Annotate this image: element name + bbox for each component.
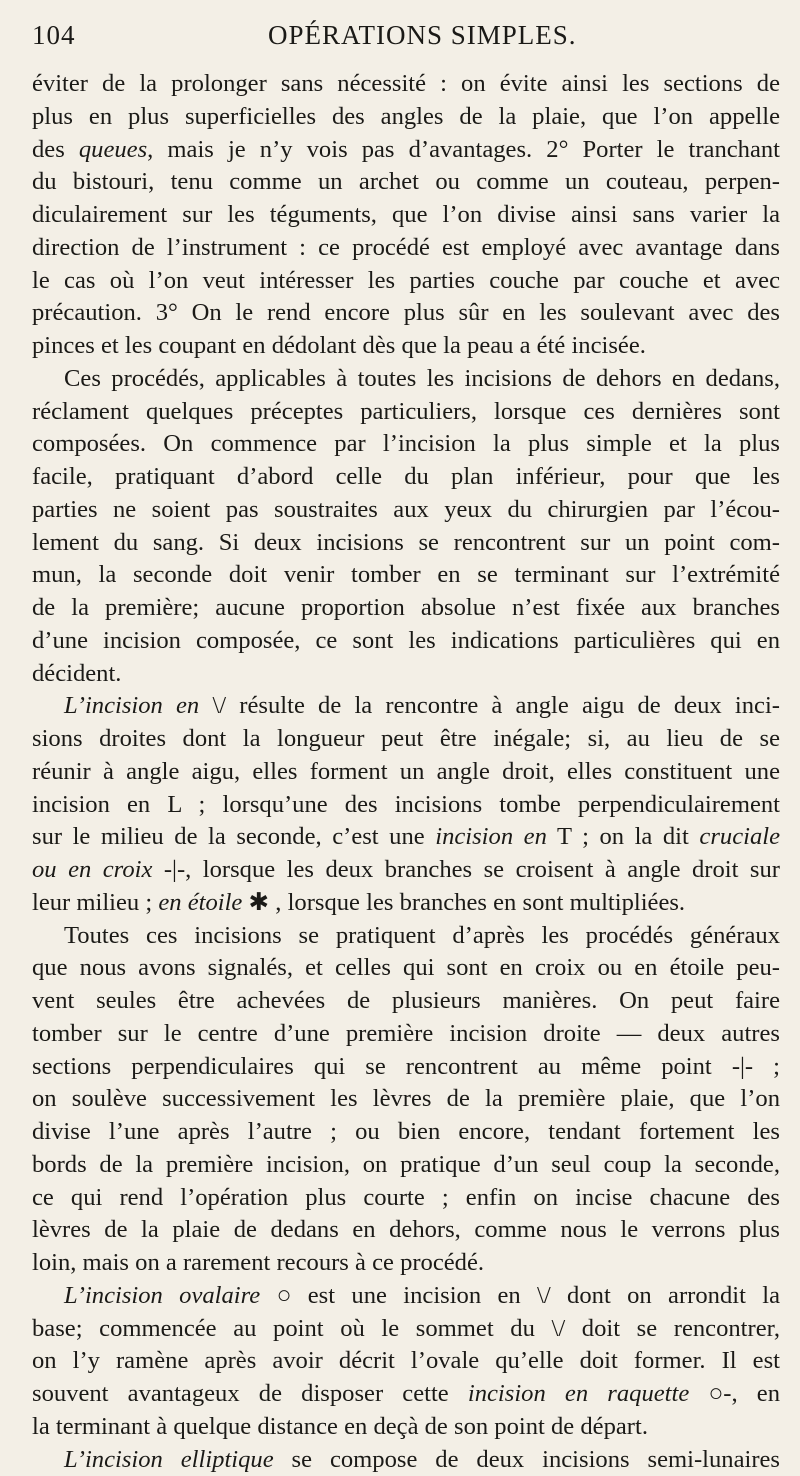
text-line [32, 985, 780, 1018]
text-run: précaution. 3° On le rend encore plus sûr en les soulevant avec des [32, 299, 780, 326]
text-line [32, 1345, 780, 1378]
text-line [32, 1378, 780, 1411]
text-run: plus en plus superficielles des angles de la plaie, que l’on appelle [32, 103, 780, 130]
italic-run: L’incision ovalaire [64, 1282, 260, 1309]
text-run: se compose de deux incisions semi-lunaires [274, 1446, 780, 1473]
text-line [32, 232, 780, 265]
text-line [32, 101, 780, 134]
text-run: Ces procédés, applicables à toutes les incisions de dehors en dedans, [64, 365, 780, 392]
text-run: doit se rencontrer, [565, 1315, 780, 1342]
text-run: d’une incision composée, ce sont les indications particulières qui en [32, 627, 780, 654]
text-line [32, 625, 780, 658]
text-run: réunir à angle aigu, elles forment un angle droit, elles constituent une [32, 758, 780, 785]
text-run: réclament quelques préceptes particuliers, lorsque ces dernières sont [32, 398, 780, 425]
incision-symbol: \/ [552, 1313, 566, 1346]
text-line [32, 1411, 780, 1444]
text-line [32, 1083, 780, 1116]
incision-symbol: \/ [212, 690, 226, 723]
text-run: parties ne soient pas soustraites aux yeux du chirurgien par l’écou- [32, 496, 780, 523]
incision-symbol: -|- [732, 1051, 753, 1084]
text-line [32, 854, 780, 887]
text-run [260, 1282, 276, 1309]
text-run: tomber sur le centre d’une première incision droite — deux autres [32, 1020, 780, 1047]
text-line [32, 920, 780, 953]
text-run [689, 1380, 708, 1407]
text-run: éviter de la prolonger sans nécessité : on évite ainsi les sections de [32, 70, 780, 97]
text-run: composées. On commence par l’incision la plus simple et la plus [32, 430, 780, 457]
italic-run: queues [79, 136, 147, 163]
text-run: sections perpendiculaires qui se rencontrent au même point [32, 1053, 732, 1080]
text-line [32, 1051, 780, 1084]
text-line [32, 68, 780, 101]
text-line [32, 952, 780, 985]
text-run: on l’y ramène après avoir décrit l’ovale qu’elle doit former. Il est [32, 1347, 780, 1374]
text-line [32, 166, 780, 199]
text-run: , en [731, 1380, 780, 1407]
text-line [32, 756, 780, 789]
text-run: pinces et les coupant en dédolant dès que la peau a été incisée. [32, 332, 646, 359]
text-run: dont on arrondit la [551, 1282, 780, 1309]
text-line [32, 1444, 780, 1476]
text-run: bords de la première incision, on pratique d’un seul coup la seconde, [32, 1151, 780, 1178]
text-run [152, 856, 163, 883]
text-run: facile, pratiquant d’abord celle du plan inférieur, pour que les [32, 463, 780, 490]
incision-symbol: ○- [708, 1378, 731, 1411]
incision-symbol: ○ [277, 1280, 292, 1313]
text-run: sur le milieu de la seconde, c’est une [32, 823, 435, 850]
text-run: ; [753, 1053, 780, 1080]
text-line [32, 1247, 780, 1280]
text-line [32, 690, 780, 723]
text-line [32, 887, 780, 920]
text-run: incision en L ; lorsqu’une des incisions tombe perpendiculairement [32, 791, 780, 818]
italic-run: L’incision en [64, 692, 199, 719]
text-line [32, 658, 780, 691]
text-line [32, 363, 780, 396]
text-run: , lorsque les branches en sont multipliées. [269, 889, 685, 916]
text-run: , lorsque les deux branches se croisent à angle droit sur [185, 856, 780, 883]
text-run: sions droites dont la longueur peut être inégale; si, au lieu de se [32, 725, 780, 752]
text-run: leur milieu ; [32, 889, 158, 916]
running-title: OPÉRATIONS SIMPLES. [268, 20, 577, 51]
text-line [32, 461, 780, 494]
text-run: la terminant à quelque distance en deçà de son point de départ. [32, 1413, 648, 1440]
italic-run: ou en croix [32, 856, 152, 883]
text-line [32, 265, 780, 298]
text-line [32, 297, 780, 330]
text-line [32, 199, 780, 232]
text-line [32, 527, 780, 560]
text-run: Toutes ces incisions se pratiquent d’après les procédés généraux [64, 922, 780, 949]
text-run: on soulève successivement les lèvres de la première plaie, que l’on [32, 1085, 780, 1112]
text-line [32, 494, 780, 527]
text-run: direction de l’instrument : ce procédé est employé avec avantage dans [32, 234, 780, 261]
italic-run: L’incision elliptique [64, 1446, 274, 1473]
incision-symbol: ✱ [249, 887, 270, 920]
text-run: de la première; aucune proportion absolue n’est fixée aux branches [32, 594, 780, 621]
text-line [32, 1313, 780, 1346]
italic-run: cruciale [699, 823, 780, 850]
text-run: diculairement sur les téguments, que l’on divise ainsi sans varier la [32, 201, 780, 228]
text-line [32, 1280, 780, 1313]
text-run: résulte de la rencontre à angle aigu de deux inci- [226, 692, 780, 719]
text-line [32, 1116, 780, 1149]
text-run: décident. [32, 660, 121, 687]
text-line [32, 723, 780, 756]
text-run: souvent avantageux de disposer cette [32, 1380, 468, 1407]
text-run: du bistouri, tenu comme un archet ou comme un couteau, perpen- [32, 168, 780, 195]
text-line [32, 1018, 780, 1051]
text-line [32, 134, 780, 167]
text-line [32, 396, 780, 429]
text-line [32, 1182, 780, 1215]
text-line [32, 559, 780, 592]
text-line [32, 428, 780, 461]
text-run: est une incision en [291, 1282, 537, 1309]
page-number: 104 [32, 20, 76, 51]
text-run: loin, mais on a rarement recours à ce procédé. [32, 1249, 484, 1276]
italic-run: incision en raquette [468, 1380, 689, 1407]
text-run: mun, la seconde doit venir tomber en se terminant sur l’extrémité [32, 561, 780, 588]
incision-symbol: -|- [164, 854, 185, 887]
text-run: T ; on la dit [547, 823, 700, 850]
italic-run: en étoile [158, 889, 242, 916]
text-run: le cas où l’on veut intéresser les parties couche par couche et avec [32, 267, 780, 294]
body-text [32, 68, 780, 1476]
italic-run: incision en [435, 823, 547, 850]
text-line [32, 1149, 780, 1182]
incision-symbol: \/ [537, 1280, 551, 1313]
text-run: lèvres de la plaie de dedans en dehors, comme nous le verrons plus [32, 1216, 780, 1243]
text-run: que nous avons signalés, et celles qui sont en croix ou en étoile peu- [32, 954, 780, 981]
text-line [32, 789, 780, 822]
text-run: lement du sang. Si deux incisions se rencontrent sur un point com- [32, 529, 780, 556]
text-line [32, 330, 780, 363]
text-run: ce qui rend l’opération plus courte ; enfin on incise chacune des [32, 1184, 780, 1211]
text-run: vent seules être achevées de plusieurs manières. On peut faire [32, 987, 780, 1014]
text-run: divise l’une après l’autre ; ou bien encore, tendant fortement les [32, 1118, 780, 1145]
text-line [32, 1214, 780, 1247]
text-line [32, 592, 780, 625]
text-run: , mais je n’y vois pas d’avantages. 2° Porter le tranchant [147, 136, 780, 163]
page-header [32, 20, 778, 60]
text-run [199, 692, 212, 719]
text-line [32, 821, 780, 854]
text-run: des [32, 136, 79, 163]
text-run: base; commencée au point où le sommet du [32, 1315, 552, 1342]
